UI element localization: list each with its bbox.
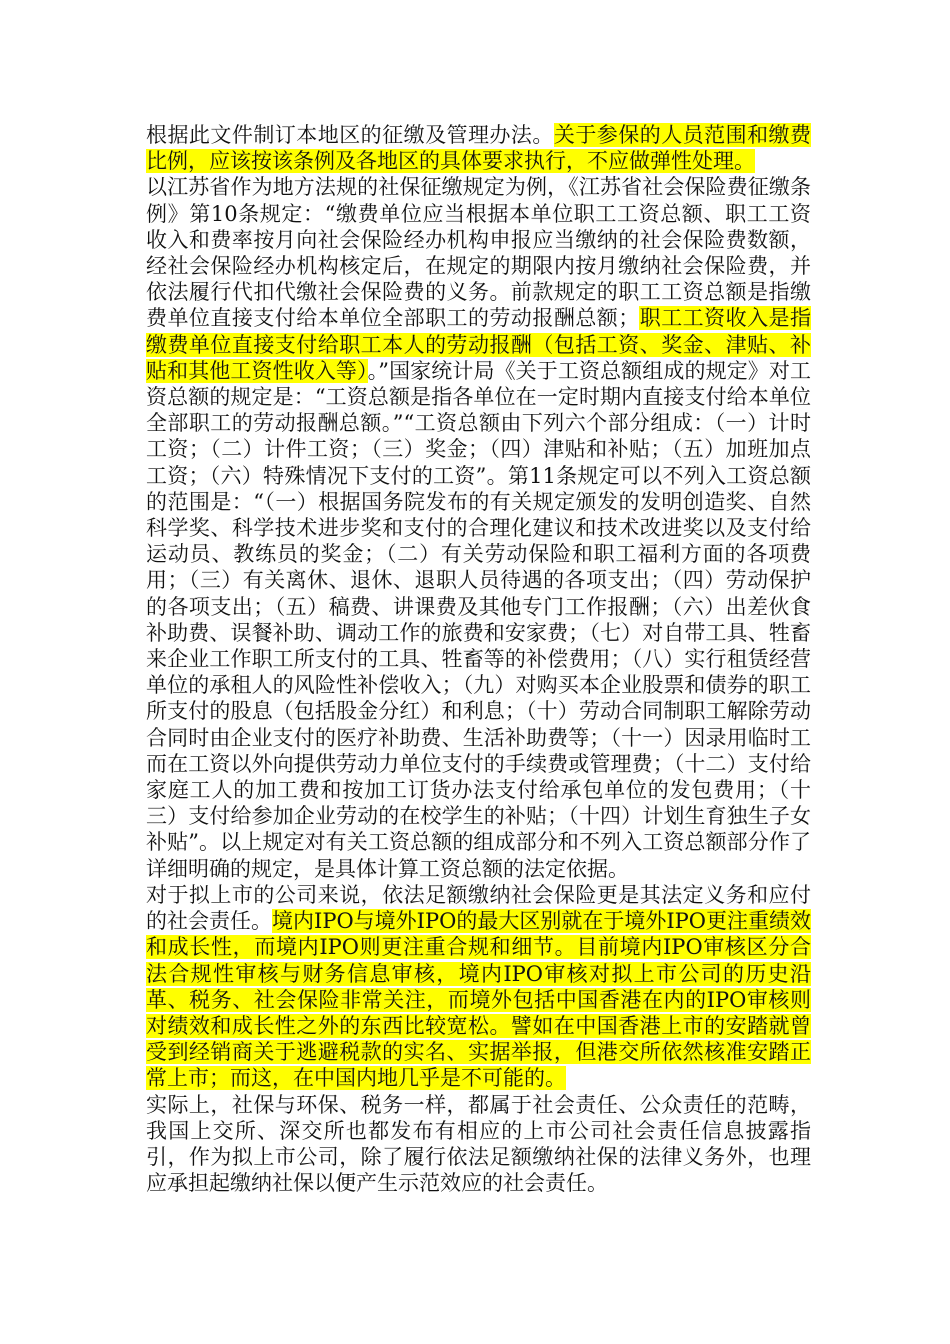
paragraph-1 (146, 122, 811, 174)
paragraph-3 (146, 882, 811, 1092)
text-segment: 根据此文件制订本地区的征缴及管理办法。 (146, 123, 554, 147)
highlighted-text: 职工工资收入是指缴费单位直接支付给职工本人的劳动报酬（包括工资、奖金、津贴、补贴和其他工资性收入等） (146, 306, 811, 383)
paragraph-4 (146, 1092, 811, 1197)
document-body (146, 122, 811, 1196)
text-segment: 实际上，社保与环保、税务一样，都属于社会责任、公众责任的范畴，我国上交所、深交所也都发布有相应的上市公司社会责任信息披露指引，作为拟上市公司，除了履行依法足额缴纳社保的法律义务外，也理应承担起缴纳社保以便产生示范效应的社会责任。 (146, 1092, 811, 1196)
highlighted-text: 境内IPO与境外IPO的最大区别就在于境外IPO更注重绩效和成长性，而境内IPO则更注重合规和细节。目前境内IPO审核区分合法合规性审核与财务信息审核，境内IPO审核对拟上市公司的历史沿革、税务、社会保险非常关注，而境外包括中国香港在内的IPO审核则对绩效和成长性之外的东西比较宽松。譬如在中国香港上市的安踏就曾受到经销商关于逃避税款的实名、实据举报，但港交所依然核准安踏正常上市；而这，在中国内地几乎是不可能的。 (146, 909, 811, 1091)
text-segment: 以江苏省作为地方法规的社保征缴规定为例，《江苏省社会保险费征缴条例》第10条规定：“缴费单位应当根据本单位职工工资总额、职工工资收入和费率按月向社会保险经办机构申报应当缴纳的社会保险费数额，经社会保险经办机构核定后，在规定的期限内按月缴纳社会保险费，并依法履行代扣代缴社会保险费的义务。前款规定的职工工资总额是指缴费单位直接支付给本单位全部职工的劳动报酬总额； (146, 175, 811, 331)
text-segment: 对于拟上市的公司来说，依法足额缴纳社会保险更是其法定义务和应付的社会责任。 (146, 882, 811, 934)
text-segment: 。”国家统计局《关于工资总额组成的规定》对工资总额的规定是：“工资总额是指各单位在一定时期内直接支付给本单位全部职工的劳动报酬总额。”“工资总额由下列六个部分组成：（一）计时工资；（二）计件工资；（三）奖金；（四）津贴和补贴；（五）加班加点工资；（六）特殊情况下支付的工资”。第11条规定可以不列入工资总额的范围是：“（一）根据国务院发布的有关规定颁发的发明创造奖、自然科学奖、科学技术进步奖和支付的合理化建议和技术改进奖以及支付给运动员、教练员的奖金；（二）有关劳动保险和职工福利方面的各项费用；（三）有关离休、退休、退职人员待遇的各项支出；（四）劳动保护的各项支出；（五）稿费、讲课费及其他专门工作报酬；（六）出差伙食补助费、误餐补助、调动工作的旅费和安家费；（七）对自带工具、牲畜来企业工作职工所支付的工具、牲畜等的补偿费用；（八）实行租赁经营单位的承租人的风险性补偿收入；（九）对购买本企业股票和债券的职工所支付的股息（包括股金分红）和利息；（十）劳动合同制职工解除劳动合同时由企业支付的医疗补助费、生活补助费等；（十一）因录用临时工而在工资以外向提供劳动力单位支付的手续费或管理费；（十二）支付给家庭工人的加工费和按加工订货办法支付给承包单位的发包费用；（十三）支付给参加企业劳动的在校学生的补贴；（十四）计划生育独生子女补贴”。以上规定对有关工资总额的组成部分和不列入工资总额部分作了详细明确的规定，是具体计算工资总额的法定依据。 (146, 358, 812, 881)
highlighted-text: 关于参保的人员范围和缴费比例，应该按该条例及各地区的具体要求执行，不应做弹性处理。 (146, 123, 812, 174)
paragraph-2 (146, 174, 811, 881)
